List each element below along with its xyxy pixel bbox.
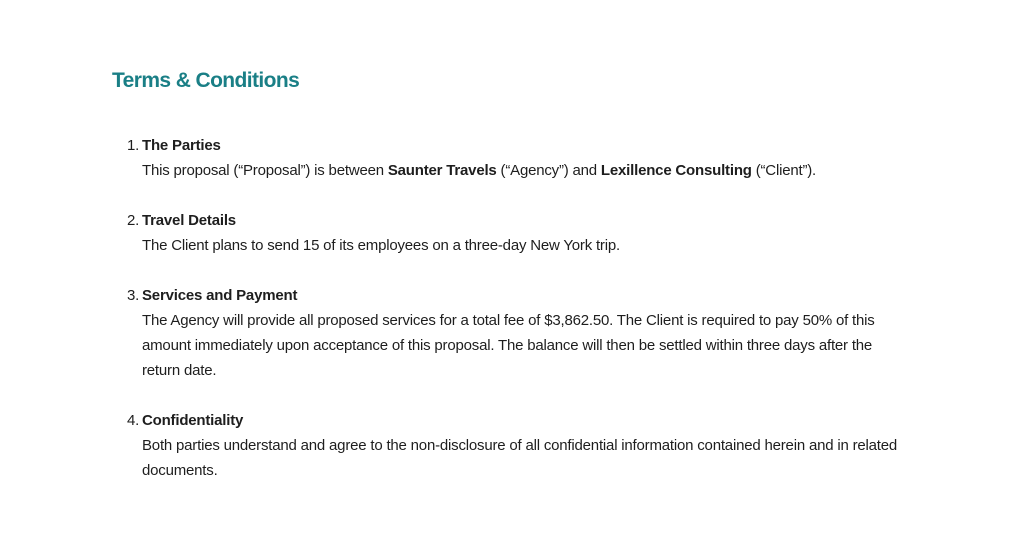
terms-list [112,133,912,483]
item-title: Services and Payment [142,287,298,304]
body-text: The Client plans to send 15 of its employees on a three-day New York trip. [142,237,620,254]
item-body [142,433,912,483]
item-title: Travel Details [142,212,236,229]
item-title: Confidentiality [142,412,244,429]
item-number: 3. [127,287,140,304]
term-item [112,208,912,258]
item-number: 4. [127,412,140,429]
term-item [112,408,912,483]
body-text: (“Agency”) and [496,162,601,179]
item-body [142,158,912,183]
section-heading: Terms & Conditions [112,69,300,92]
terms-section [112,66,912,508]
body-text: This proposal (“Proposal”) is between [142,162,388,179]
party-name: Saunter Travels [387,162,497,179]
item-body [142,233,912,258]
term-item [112,133,912,183]
body-text: Both parties understand and agree to the non-disclosure of all confidential information contained herein and in related documents. [142,437,898,479]
body-text: (“Client”). [751,162,817,179]
item-body [142,308,912,383]
item-number: 1. [127,137,140,154]
party-name: Lexillence Consulting [600,162,752,179]
item-title: The Parties [142,137,221,154]
term-item [112,283,912,383]
body-text: The Agency will provide all proposed services for a total fee of $3,862.50. The Client is required to pay 50% of this amount immediately upon acceptance of this proposal. The balance will then be settled within three days after the return date. [142,312,875,379]
item-number: 2. [127,212,140,229]
